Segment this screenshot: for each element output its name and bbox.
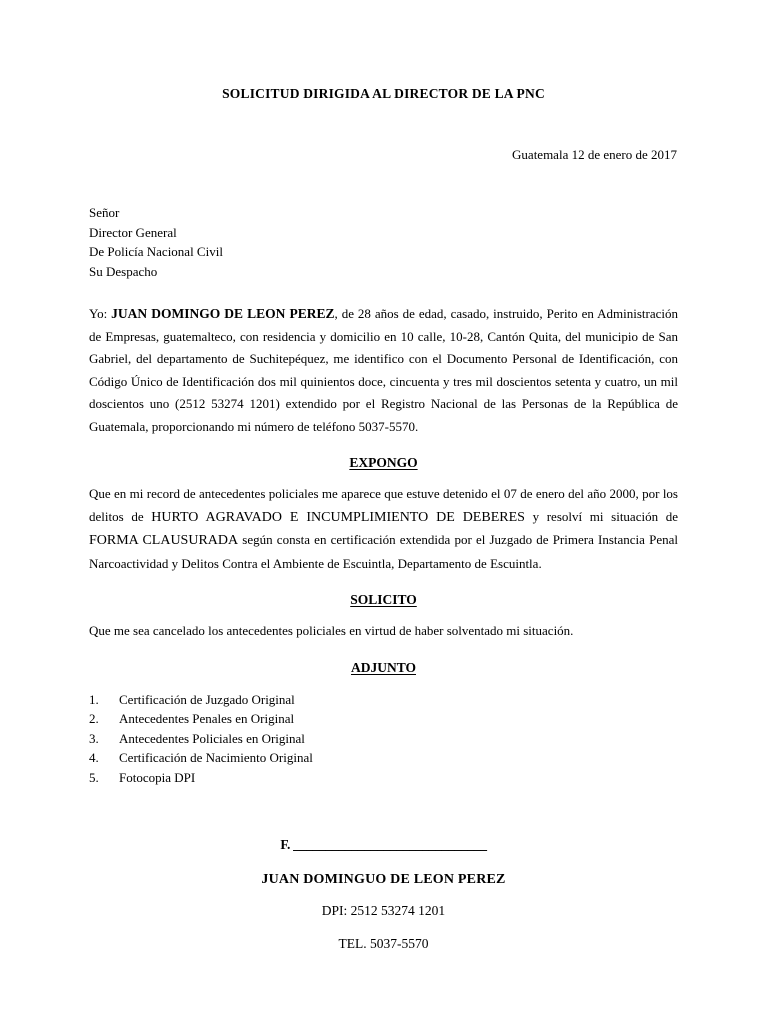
expongo-text-part2: y resolví mi situación de: [524, 508, 679, 524]
recipient-line-salutation: Señor: [89, 205, 120, 220]
intro-remainder: , de 28 años de edad, casado, instruido, Perito en Administración de Empresas, guatemalteco, con residencia y domicilio en 10 calle, 10-28, Cantón Quita, del municipio de San Gabriel, del departamento de Suchitepéquez, me identifico con el Documento Personal de Identificación, con Código Único de Identificación dos mil quinientos doce, cincuenta y tres mil doscientos setenta y cuatro, un mil doscientos uno (2512 53274 1201) extendido por el Registro Nacional de las Personas de la República de Guatemala, proporcionando mi número de teléfono 5037-5570.: [89, 306, 678, 434]
recipient-line-institution: De Policía Nacional Civil: [89, 244, 223, 259]
expongo-text-part3: según consta en certificación extendida por el Juzgado de Primera Instancia Penal Narcoactividad y Delitos Contra el Ambiente de Escuintla, Departamento de Escuintla.: [89, 532, 678, 571]
list-item-number: 5.: [89, 769, 99, 785]
page-title: SOLICITUD DIRIGIDA AL DIRECTOR DE LA PNC: [222, 86, 545, 101]
section-heading-solicito-label: SOLICITO: [350, 592, 417, 607]
list-item: [89, 709, 678, 729]
section-heading-solicito: [89, 575, 678, 608]
list-item: [89, 729, 678, 749]
list-item: [89, 768, 678, 788]
list-item-label: Certificación de Juzgado Original: [119, 691, 295, 707]
declarant-name: JUAN DOMINGO DE LEON PEREZ: [111, 306, 335, 321]
signature-block: [89, 787, 678, 952]
list-item-label: Fotocopia DPI: [119, 769, 196, 785]
intro-prefix: Yo:: [89, 306, 112, 321]
signature-dpi: DPI: 2512 53274 1201: [321, 903, 446, 918]
expongo-resolution: FORMA CLAUSURADA: [89, 533, 239, 548]
section-heading-expongo: [89, 438, 678, 471]
list-item-number: 1.: [89, 691, 99, 707]
list-item: [89, 748, 678, 768]
solicito-paragraph: Que me sea cancelado los antecedentes policiales en virtud de haber solventado mi situación.: [89, 623, 574, 638]
list-item-number: 3.: [89, 730, 99, 746]
section-heading-expongo-label: EXPONGO: [349, 455, 418, 470]
list-item-label: Antecedentes Penales en Original: [119, 711, 295, 726]
signature-line: F. ______________________________: [280, 837, 487, 852]
recipient-line-position: Director General: [89, 224, 177, 240]
signature-telephone: TEL. 5037-5570: [338, 936, 429, 951]
list-item-number: 2.: [89, 711, 99, 726]
section-heading-adjunto-label: ADJUNTO: [350, 659, 416, 675]
list-item: [89, 690, 678, 710]
recipient-line-office: Su Despacho: [89, 263, 158, 279]
list-item-label: Antecedentes Policiales en Original: [119, 730, 305, 746]
expongo-paragraph: [89, 471, 678, 575]
document-content: [89, 0, 678, 952]
date-line: Guatemala 12 de enero de 2017: [512, 147, 677, 162]
expongo-text-part1: Que en mi record de antecedentes policiales me aparece que estuve detenido el 07 de enero del año 2000, por los delitos de: [89, 486, 678, 524]
signature-name: JUAN DOMINGUO DE LEON PEREZ: [261, 872, 506, 887]
recipient-block: [89, 163, 678, 281]
section-heading-adjunto: [89, 643, 678, 676]
introduction-paragraph: [89, 281, 678, 438]
attachments-list: [89, 676, 678, 788]
list-item-number: 4.: [89, 750, 99, 765]
list-item-label: Certificación de Nacimiento Original: [119, 750, 313, 765]
expongo-crimes: HURTO AGRAVADO E INCUMPLIMIENTO DE DEBERES: [151, 509, 525, 525]
